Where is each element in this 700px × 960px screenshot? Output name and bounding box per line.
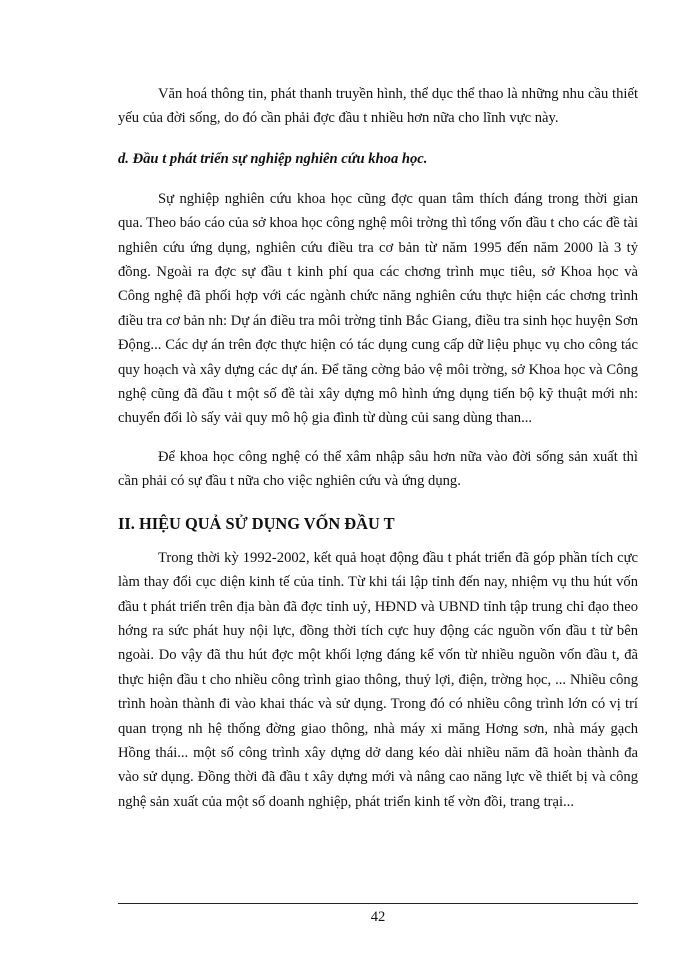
paragraph-research: Sự nghiệp nghiên cứu khoa học cũng đợc quan tâm thích đáng trong thời gian qua. Theo báo cáo của sở khoa học công nghệ môi trờng thì tổng vốn đầu t cho các đề tài nghiên cứu ứng dụng, nghiên cứu điều tra cơ bản từ năm 1995 đến năm 2000 là 3 tỷ đồng. Ngoài ra đợc sự đầu t kinh phí qua các chơng trình mục tiêu, sở Khoa học và Công nghệ đã phối hợp với các ngành chức năng nghiên cứu thực hiện các chơng trình điều tra cơ bản nh: Dự án điều tra môi trờng tỉnh Bắc Giang, điều tra sinh học huyện Sơn Động... Các dự án trên đợc thực hiện có tác dụng cung cấp dữ liệu phục vụ cho công tác quy hoạch và xây dựng các dự án. Để tăng cờng bảo vệ môi trờng, sở Khoa học và Công nghệ cũng đã đầu t một số đề tài xây dựng mô hình ứng dụng tiến bộ kỹ thuật mới nh: chuyển đổi lò sấy vải quy mô hộ gia đình từ dùng củi sang dùng than... [118, 190, 638, 427]
document-body [118, 82, 638, 814]
footer-divider [118, 903, 638, 904]
paragraph-culture: Văn hoá thông tin, phát thanh truyền hình, thể dục thể thao là những nhu cầu thiết yếu của đời sống, do đó cần phải đợc đầu t nhiều hơn nữa cho lĩnh vực này. [118, 86, 638, 127]
paragraph-efficiency: Trong thời kỳ 1992-2002, kết quả hoạt động đầu t phát triển đã góp phần tích cực làm thay đổi cục diện kinh tế của tỉnh. Từ khi tái lập tỉnh đến nay, nhiệm vụ thu hút vốn đầu t phát triển trên địa bàn đã đợc tỉnh uỷ, HĐND và UBND tỉnh tập trung chỉ đạo theo hớng ra sức phát huy nội lực, đồng thời tích cực huy động các nguồn vốn đầu t từ bên ngoài. Do vậy đã thu hút đợc một khối lợng đáng kể vốn từ nhiều nguồn vốn đầu t, đã thực hiện đầu t cho nhiều công trình giao thông, thuỷ lợi, điện, trờng học, ... Nhiều công trình hoàn thành đi vào khai thác và sử dụng. Trong đó có nhiều công trình lớn có vị trí quan trọng nh hệ thống đờng giao thông, nhà máy xi măng Hơng sơn, nhà máy gạch Hồng thái... một số công trình xây dựng dở dang kéo dài nhiều năm đã hoàn thành đa vào sử dụng. Đồng thời đã đầu t xây dựng mới và nâng cao năng lực về thiết bị và công nghệ sản xuất của một số doanh nghiệp, phát triển kinh tế vờn đồi, trang trại... [118, 549, 638, 810]
paragraph-technology: Để khoa học công nghệ có thể xâm nhập sâu hơn nữa vào đời sống sản xuất thì cần phải có sự đầu t nữa cho việc nghiên cứu và ứng dụng. [118, 448, 638, 490]
section-heading-efficiency: II. HIỆU QUẢ SỬ DỤNG VỐN ĐẦU T [118, 513, 395, 533]
section-heading-research: d. Đầu t phát triển sự nghiệp nghiên cứu khoa học. [118, 150, 428, 167]
page-number: 42 [370, 909, 386, 925]
